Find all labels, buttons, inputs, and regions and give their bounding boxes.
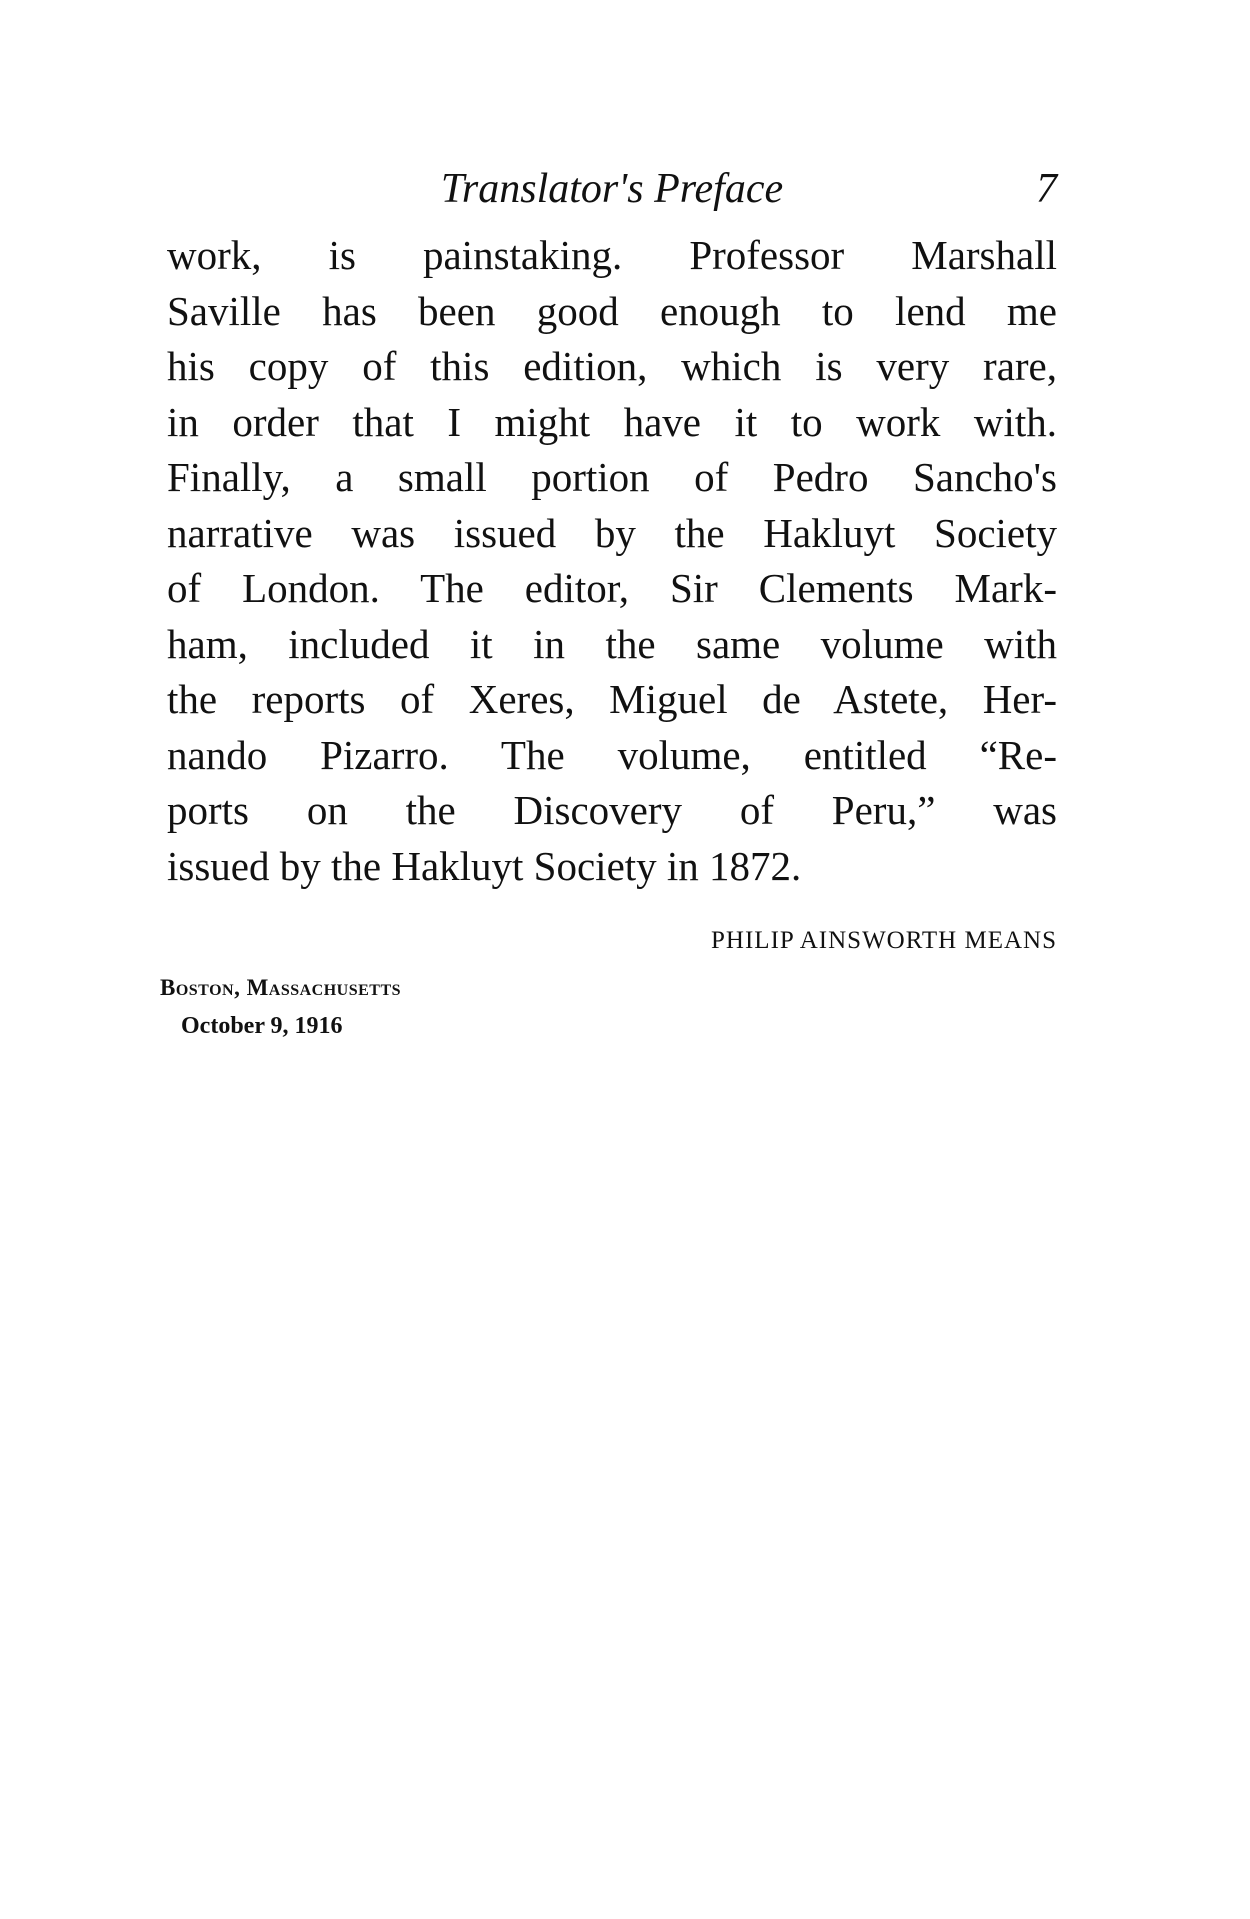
signature-date: October 9, 1916	[181, 1013, 343, 1039]
running-head	[167, 163, 1057, 215]
text-line: work, is painstaking. Professor Marshall	[167, 232, 1057, 278]
body-paragraph	[167, 228, 1057, 894]
text-line: Saville has been good enough to lend me	[167, 287, 1057, 334]
text-line: issued by the Hakluyt Society in 1872.	[167, 842, 802, 889]
text-line: Finally, a small portion of Pedro Sancho's	[167, 454, 1057, 500]
text-line: ham, included it in the same volume with	[167, 620, 1057, 667]
text-line: the reports of Xeres, Miguel de Astete, Her-	[167, 676, 1057, 722]
text-line: of London. The editor, Sir Clements Mark-	[167, 565, 1057, 611]
running-title: Translator's Preface	[440, 166, 784, 212]
signature-place: Boston, Massachusetts	[160, 975, 402, 1000]
text-line: his copy of this edition, which is very rare,	[167, 343, 1057, 389]
text-line: narrative was issued by the Hakluyt Society	[167, 509, 1057, 556]
text-line: in order that I might have it to work with.	[167, 398, 1057, 445]
page-number: 7	[1036, 166, 1057, 212]
text-line: nando Pizarro. The volume, entitled “Re-	[167, 731, 1057, 778]
text-line: ports on the Discovery of Peru,” was	[167, 787, 1057, 833]
author-signature: PHILIP AINSWORTH MEANS	[711, 927, 1057, 954]
